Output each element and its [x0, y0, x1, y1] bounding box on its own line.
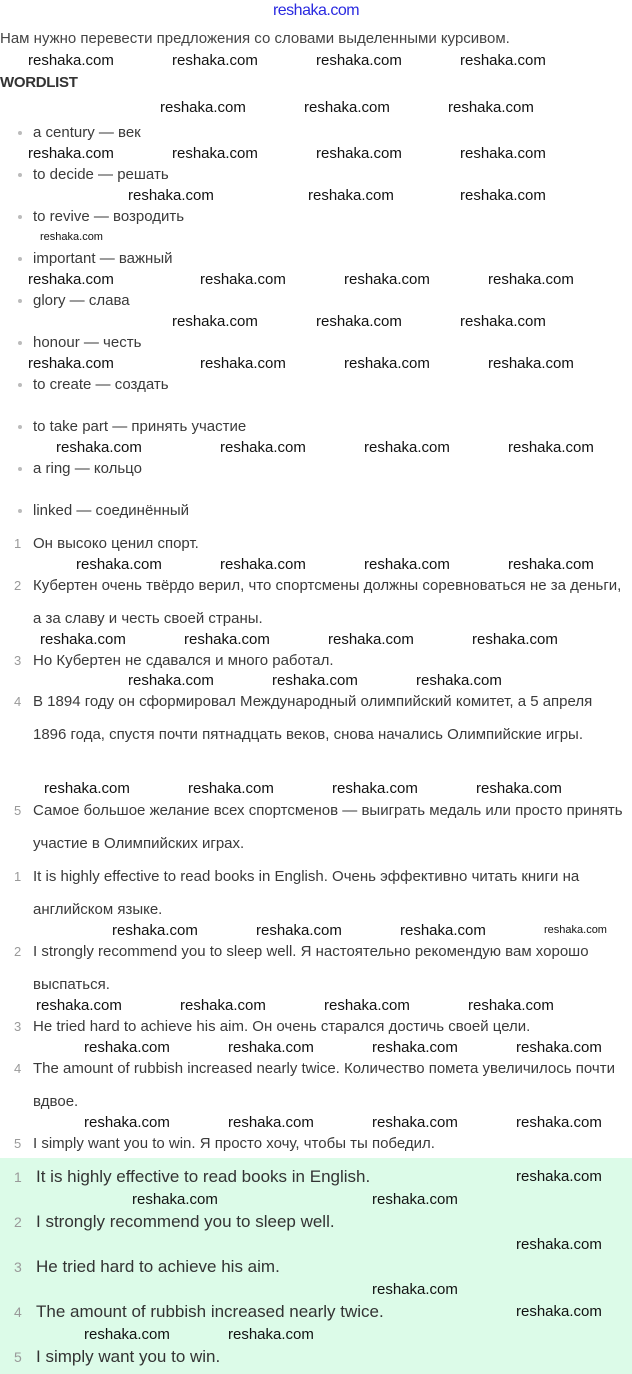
watermark: reshaka.com: [344, 271, 430, 288]
word-entry: to revive — возродить: [33, 208, 185, 225]
watermark: reshaka.com: [256, 922, 342, 939]
watermark: reshaka.com: [304, 99, 390, 116]
watermark: reshaka.com: [488, 271, 574, 288]
watermark: reshaka.com: [128, 672, 214, 689]
watermark: reshaka.com: [228, 1326, 314, 1343]
item-number: 4: [14, 1061, 22, 1076]
watermark: reshaka.com: [460, 52, 546, 69]
list-item: [18, 333, 141, 353]
list-item: [18, 417, 246, 437]
watermark: reshaka.com: [84, 1326, 170, 1343]
item-text: It is highly effective to read books in English. Очень эффективно читать книги на английском языке.: [33, 868, 580, 918]
watermark: reshaka.com: [516, 1039, 602, 1056]
word-entry: a ring — кольцо: [33, 460, 142, 477]
word-entry: linked — соединённый: [33, 502, 190, 519]
word-entry: a century — век: [33, 124, 141, 141]
watermark: reshaka.com: [316, 313, 402, 330]
item-text: I strongly recommend you to sleep well. Я настоятельно рекомендую вам хорошо выспаться.: [33, 943, 589, 993]
watermark: reshaka.com: [28, 145, 114, 162]
item-text: It is highly effective to read books in English.: [36, 1167, 371, 1186]
bullet-icon: [18, 425, 22, 429]
item-number: 5: [14, 1136, 22, 1151]
item-number: 2: [14, 1214, 22, 1230]
numbered-item: [14, 935, 624, 1001]
bullet-icon: [18, 299, 22, 303]
item-number: 1: [14, 1169, 22, 1185]
bullet-icon: [18, 257, 22, 261]
site-link[interactable]: reshaka.com: [272, 2, 360, 19]
watermark: reshaka.com: [84, 1039, 170, 1056]
bullet-icon: [18, 173, 22, 177]
watermark: reshaka.com: [28, 271, 114, 288]
item-text: The amount of rubbish increased nearly twice. Количество помета увеличилось почти вдвое.: [33, 1060, 615, 1110]
bullet-icon: [18, 215, 22, 219]
watermark: reshaka.com: [220, 556, 306, 573]
bullet-icon: [18, 341, 22, 345]
watermark: reshaka.com: [516, 1303, 602, 1320]
watermark: reshaka.com: [372, 1281, 458, 1298]
watermark: reshaka.com: [188, 780, 274, 797]
watermark: reshaka.com: [508, 439, 594, 456]
item-number: 3: [14, 653, 22, 668]
watermark: reshaka.com: [364, 439, 450, 456]
numbered-item: [14, 569, 624, 635]
watermark: reshaka.com: [220, 439, 306, 456]
item-number: 2: [14, 944, 22, 959]
watermark: reshaka.com: [516, 1114, 602, 1131]
watermark: reshaka.com: [468, 997, 554, 1014]
watermark: reshaka.com: [516, 1168, 602, 1185]
watermark: reshaka.com: [40, 631, 126, 648]
watermark: reshaka.com: [28, 52, 114, 69]
watermark: reshaka.com: [56, 439, 142, 456]
watermark: reshaka.com: [28, 355, 114, 372]
watermark: reshaka.com: [172, 52, 258, 69]
watermark: reshaka.com: [328, 631, 414, 648]
watermark: reshaka.com: [316, 52, 402, 69]
watermark: reshaka.com: [200, 271, 286, 288]
watermark: reshaka.com: [460, 187, 546, 204]
bullet-icon: [18, 509, 22, 513]
watermark: reshaka.com: [228, 1114, 314, 1131]
watermark: reshaka.com: [448, 99, 534, 116]
answer-item: [14, 1300, 384, 1324]
watermark: reshaka.com: [44, 780, 130, 797]
watermark: reshaka.com: [112, 922, 198, 939]
watermark: reshaka.com: [416, 672, 502, 689]
watermark: reshaka.com: [84, 1114, 170, 1131]
watermark: reshaka.com: [472, 631, 558, 648]
watermark: reshaka.com: [516, 1236, 602, 1253]
bullet-icon: [18, 131, 22, 135]
answer-item: [14, 1210, 335, 1234]
list-item: [18, 249, 172, 269]
watermark: reshaka.com: [324, 997, 410, 1014]
word-entry: to create — создать: [33, 376, 169, 393]
item-number: 5: [14, 1349, 22, 1365]
watermark: reshaka.com: [372, 1191, 458, 1208]
watermark: reshaka.com: [132, 1191, 218, 1208]
answer-item: [14, 1345, 220, 1369]
watermark: reshaka.com: [332, 780, 418, 797]
item-text: I strongly recommend you to sleep well.: [36, 1212, 335, 1231]
answer-item: [14, 1165, 370, 1189]
watermark: reshaka.com: [460, 145, 546, 162]
watermark: reshaka.com: [76, 556, 162, 573]
bullet-icon: [18, 383, 22, 387]
intro-text: Нам нужно перевести предложения со словами выделенными курсивом.: [0, 30, 510, 47]
item-text: Он высоко ценил спорт.: [33, 535, 199, 552]
watermark: reshaka.com: [180, 997, 266, 1014]
item-number: 3: [14, 1259, 22, 1275]
watermark: reshaka.com: [160, 99, 246, 116]
watermark: reshaka.com: [508, 556, 594, 573]
answer-item: [14, 1255, 280, 1279]
watermark: reshaka.com: [272, 672, 358, 689]
watermark: reshaka.com: [172, 145, 258, 162]
watermark: reshaka.com: [316, 145, 402, 162]
watermark: reshaka.com: [172, 313, 258, 330]
watermark: reshaka.com: [364, 556, 450, 573]
watermark: reshaka.com: [184, 631, 270, 648]
word-entry: important — важный: [33, 250, 173, 267]
item-number: 1: [14, 536, 22, 551]
item-number: 4: [14, 1304, 22, 1320]
list-item: [18, 207, 184, 227]
item-text: Самое большое желание всех спортсменов — выиграть медаль или просто принять участие в Олимпийских играх.: [33, 802, 623, 852]
watermark: reshaka.com: [40, 231, 103, 243]
item-number: 2: [14, 578, 22, 593]
watermark: reshaka.com: [372, 1114, 458, 1131]
numbered-item: [14, 794, 624, 860]
list-item: [18, 501, 189, 521]
item-text: Но Кубертен не сдавался и много работал.: [33, 652, 334, 669]
numbered-item: [14, 1052, 624, 1118]
numbered-item: [14, 1127, 624, 1160]
watermark: reshaka.com: [228, 1039, 314, 1056]
list-item: [18, 123, 141, 143]
watermark: reshaka.com: [128, 187, 214, 204]
watermark: reshaka.com: [200, 355, 286, 372]
word-entry: to decide — решать: [33, 166, 169, 183]
watermark: reshaka.com: [372, 1039, 458, 1056]
item-text: I simply want you to win. Я просто хочу, чтобы ты победил.: [33, 1135, 435, 1152]
watermark: reshaka.com: [544, 924, 607, 936]
item-text: The amount of rubbish increased nearly twice.: [36, 1302, 384, 1321]
item-number: 3: [14, 1019, 22, 1034]
word-entry: glory — слава: [33, 292, 130, 309]
watermark: reshaka.com: [476, 780, 562, 797]
numbered-item: [14, 860, 624, 926]
item-text: В 1894 году он сформировал Международный олимпийский комитет, а 5 апреля 1896 года, спустя почти пятнадцать веков, снова начались Олимпийские игры.: [33, 693, 593, 743]
list-item: [18, 165, 169, 185]
watermark: reshaka.com: [400, 922, 486, 939]
list-item: [18, 291, 130, 311]
watermark: reshaka.com: [460, 313, 546, 330]
wordlist-heading: WORDLIST: [0, 74, 78, 91]
watermark: reshaka.com: [488, 355, 574, 372]
item-number: 1: [14, 869, 22, 884]
word-entry: to take part — принять участие: [33, 418, 247, 435]
item-number: 4: [14, 694, 22, 709]
item-number: 5: [14, 803, 22, 818]
item-text: I simply want you to win.: [36, 1347, 221, 1366]
watermark: reshaka.com: [36, 997, 122, 1014]
numbered-item: [14, 685, 624, 751]
bullet-icon: [18, 467, 22, 471]
item-text: He tried hard to achieve his aim. Он очень старался достичь своей цели.: [33, 1018, 531, 1035]
list-item: [18, 459, 142, 479]
list-item: [18, 375, 169, 395]
item-text: He tried hard to achieve his aim.: [36, 1257, 280, 1276]
item-text: Кубертен очень твёрдо верил, что спортсмены должны соревноваться не за деньги, а за славу и честь своей страны.: [33, 577, 622, 627]
watermark: reshaka.com: [344, 355, 430, 372]
word-entry: honour — честь: [33, 334, 142, 351]
watermark: reshaka.com: [308, 187, 394, 204]
